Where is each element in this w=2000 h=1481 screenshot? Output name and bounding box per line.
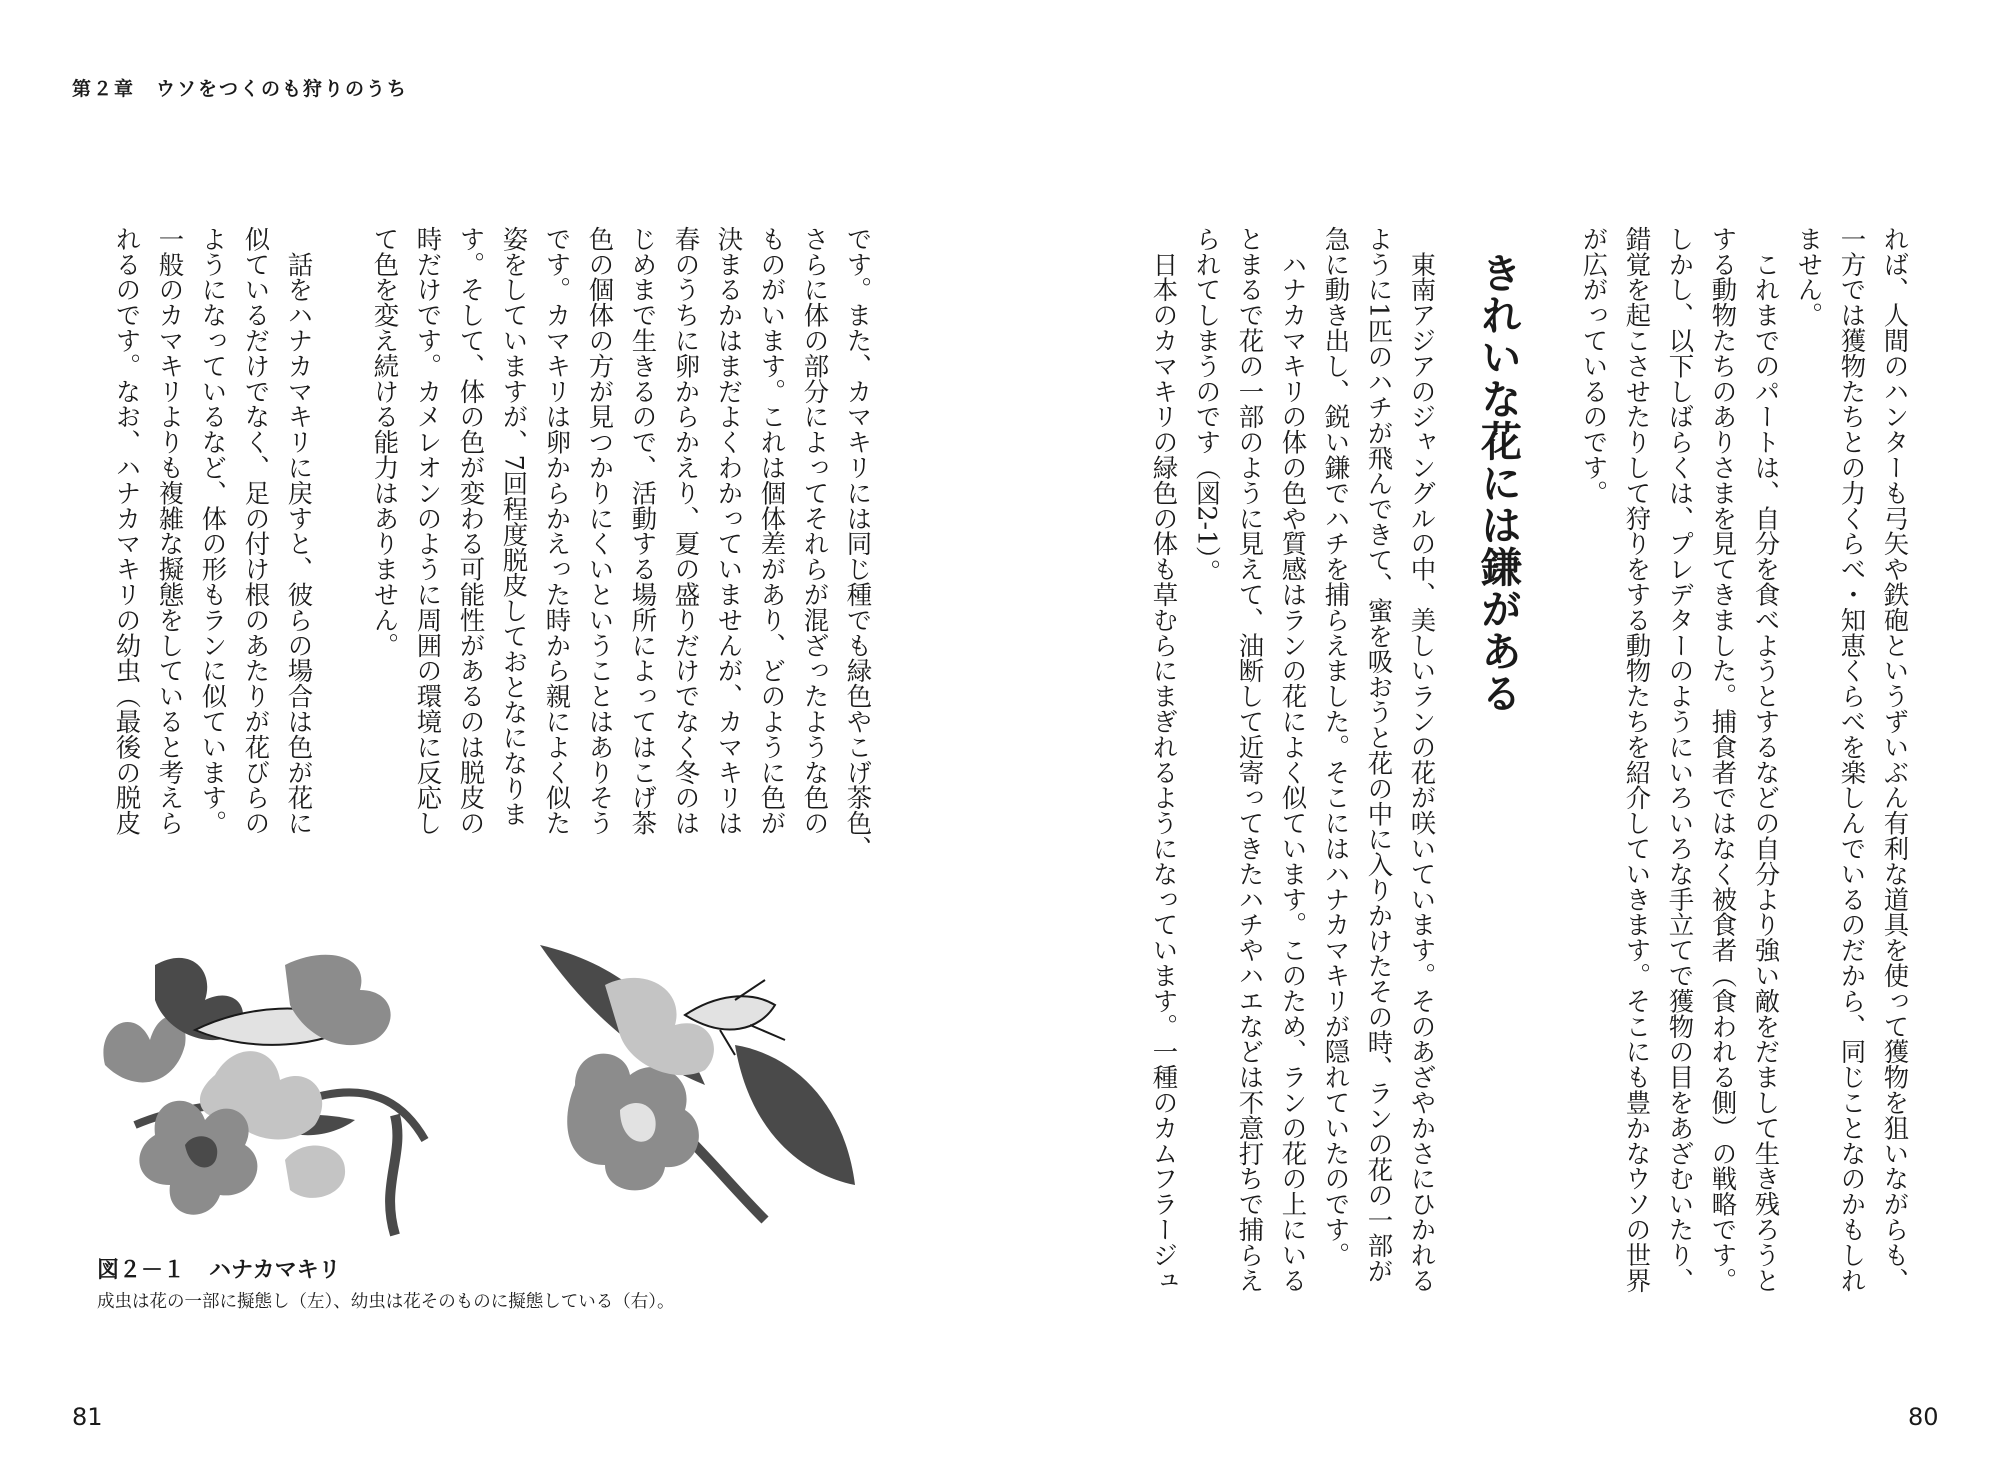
right-line-3: ません。 [1794,226,1825,328]
figure-caption-title [97,1253,341,1284]
right-line-9: 東南アジアのジャングルの中、美しいランの花が咲いています。そのあざやかさにひかれる [1407,226,1438,1293]
left-line-3: ものがいます。これは個体差があり、どのように色が [757,226,788,836]
left-line-11: 時だけです。カメレオンのように周囲の環境に反応し [413,226,444,836]
left-line-16: 一般のカマキリよりも複雑な擬態をしていると考えら [155,226,186,836]
figure-label: 図２－１ [97,1258,186,1283]
right-line-13: とまるで花の一部のように見えて、油断して近寄ってきたハチやハエなどは不意打ちで捕らえ [1235,226,1266,1293]
nymph-mantis [685,996,775,1029]
section-heading: きれいな花には鎌がある [1474,252,1522,714]
stem [685,1135,765,1220]
right-line-10: ように1匹のハチが飛んできて、蜜を吸おうと花の中に入りかけたその時、ランの花の一部が [1364,226,1395,1284]
right-line-5: する動物たちのありさまを見てきました。捕食者ではなく被食者（食われる側）の戦略です。 [1708,226,1739,1293]
left-line-13: 話をハナカマキリに戻すと、彼らの場合は色が花に [284,226,315,836]
right-line-1: れば、人間のハンターも弓矢や鉄砲というずいぶん有利な道具を使って獲物を狙いながらも、 [1880,226,1911,1293]
left-line-1: です。また、カマキリには同じ種でも緑色やこげ茶色、 [843,226,874,861]
left-line-12: て色を変え続ける能力はありません。 [370,226,401,658]
figure-name: ハナカマキリ [209,1258,341,1283]
left-line-2: さらに体の部分によってそれらが混ざったような色の [800,226,831,836]
right-line-15: 日本のカマキリの緑色の体も草むらにまぎれるようになっています。一種のカムフラージュ [1149,226,1180,1293]
page-number-left: 81 [72,1403,103,1431]
left-line-10: す。そして、体の色が変わる可能性があるのは脱皮の [456,226,487,836]
right-line-12: ハナカマキリの体の色や質感はランの花によく似ています。このため、ランの花の上にいる [1278,226,1309,1293]
right-line-14: られてしまうのです（図2-1）。 [1192,226,1223,585]
stem [390,1115,397,1235]
left-line-8: です。カマキリは卵からかえった時から親によく似た [542,226,573,836]
right-line-11: 急に動き出し、鋭い鎌でハチを捕らえました。そこにはハナカマキリが隠れていたのです。 [1321,226,1352,1268]
left-line-4: 決まるかはまだよくわかっていませんが、カマキリは [714,226,745,836]
left-line-6: じめまで生きるので、活動する場所によってはこげ茶 [628,226,659,836]
figure-caption: 成虫は花の一部に擬態し（左）、幼虫は花そのものに擬態している（右）。 [97,1292,675,1312]
right-line-7: 錯覚を起こさせたりして狩りをする動物たちを紹介していきます。そこにも豊かなウソの世界 [1622,226,1653,1293]
page-number-right: 80 [1908,1403,1939,1431]
figure-nymph-mantis-illustration [535,935,865,1225]
left-line-5: 春のうちに卵からかえり、夏の盛りだけでなく冬のは [671,226,702,836]
figure-adult-mantis-illustration [95,945,455,1245]
right-line-4: これまでのパートは、自分を食べようとするなどの自分より強い敵をだまして生き残ろうと [1751,226,1782,1293]
right-line-6: しかし、以下しばらくは、プレデターのようにいろいろな手立てで獲物の目をあざむいたり、 [1665,226,1696,1293]
right-line-2: 一方では獲物たちとの力くらべ・知恵くらべを楽しんでいるのだから、同じことなのかもしれ [1837,226,1868,1293]
petal [285,1146,345,1198]
chapter-header: 第２章 ウソをつくのも狩りのうち [72,78,409,100]
left-line-17: れるのです。なお、ハナカマキリの幼虫（最後の脱皮 [112,226,143,836]
left-line-15: ようになっているなど、体の形もランに似ています。 [198,226,229,836]
petal [103,1016,185,1082]
left-line-7: 色の個体の方が見つかりにくいということはありそう [585,226,616,836]
left-line-9: 姿をしていますが、7回程度脱皮しておとなになりま [499,226,530,827]
leaf [735,1045,855,1185]
right-line-8: が広がっているのです。 [1579,226,1610,506]
left-line-14: 似ているだけでなく、足の付け根のあたりが花びらの [241,226,272,836]
